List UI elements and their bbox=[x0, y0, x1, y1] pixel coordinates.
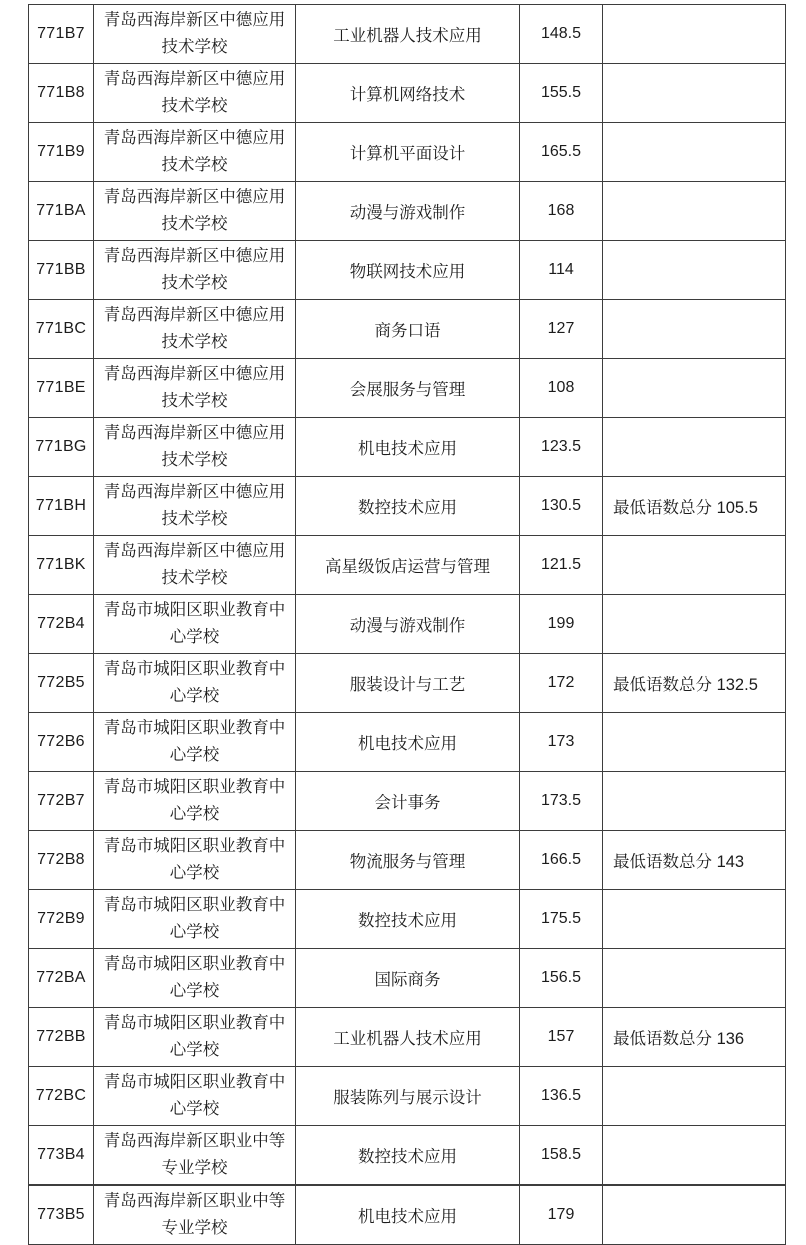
school-code-cell: 771BK bbox=[29, 536, 94, 595]
table-row bbox=[29, 595, 786, 654]
school-code-cell: 771B8 bbox=[29, 64, 94, 123]
score-cell: 130.5 bbox=[520, 477, 603, 536]
remark-cell: 最低语数总分 136 bbox=[603, 1008, 786, 1067]
score-cell: 121.5 bbox=[520, 536, 603, 595]
remark-cell bbox=[603, 418, 786, 477]
major-name-cell: 国际商务 bbox=[296, 949, 520, 1008]
major-name-cell: 数控技术应用 bbox=[296, 890, 520, 949]
school-name-cell: 青岛西海岸新区中德应用技术学校 bbox=[94, 477, 296, 536]
major-name-cell: 计算机平面设计 bbox=[296, 123, 520, 182]
table-row bbox=[29, 5, 786, 64]
school-code-cell: 772B4 bbox=[29, 595, 94, 654]
school-name-cell: 青岛西海岸新区中德应用技术学校 bbox=[94, 241, 296, 300]
remark-cell bbox=[603, 359, 786, 418]
school-name-cell: 青岛西海岸新区中德应用技术学校 bbox=[94, 536, 296, 595]
table-row bbox=[29, 831, 786, 890]
remark-cell bbox=[603, 536, 786, 595]
major-name-cell: 服装陈列与展示设计 bbox=[296, 1067, 520, 1126]
school-code-cell: 772BB bbox=[29, 1008, 94, 1067]
table-row bbox=[29, 713, 786, 772]
major-name-cell: 机电技术应用 bbox=[296, 713, 520, 772]
score-cell: 155.5 bbox=[520, 64, 603, 123]
major-name-cell: 物联网技术应用 bbox=[296, 241, 520, 300]
school-name-cell: 青岛市城阳区职业教育中心学校 bbox=[94, 831, 296, 890]
major-name-cell: 会计事务 bbox=[296, 772, 520, 831]
table-row bbox=[29, 1126, 786, 1186]
table-row bbox=[29, 772, 786, 831]
school-name-cell: 青岛市城阳区职业教育中心学校 bbox=[94, 595, 296, 654]
table-row bbox=[29, 1067, 786, 1126]
table-row bbox=[29, 300, 786, 359]
admission-score-table bbox=[28, 4, 786, 1245]
school-code-cell: 771B7 bbox=[29, 5, 94, 64]
score-cell: 173.5 bbox=[520, 772, 603, 831]
remark-cell: 最低语数总分 143 bbox=[603, 831, 786, 890]
school-code-cell: 771BC bbox=[29, 300, 94, 359]
school-code-cell: 771BH bbox=[29, 477, 94, 536]
remark-cell bbox=[603, 1126, 786, 1186]
score-cell: 114 bbox=[520, 241, 603, 300]
school-code-cell: 771BA bbox=[29, 182, 94, 241]
score-cell: 166.5 bbox=[520, 831, 603, 890]
major-name-cell: 数控技术应用 bbox=[296, 477, 520, 536]
school-code-cell: 772B7 bbox=[29, 772, 94, 831]
remark-cell bbox=[603, 949, 786, 1008]
school-name-cell: 青岛西海岸新区中德应用技术学校 bbox=[94, 182, 296, 241]
score-cell: 173 bbox=[520, 713, 603, 772]
table-row bbox=[29, 1185, 786, 1245]
school-code-cell: 771BG bbox=[29, 418, 94, 477]
school-name-cell: 青岛西海岸新区中德应用技术学校 bbox=[94, 418, 296, 477]
school-code-cell: 772BA bbox=[29, 949, 94, 1008]
school-name-cell: 青岛市城阳区职业教育中心学校 bbox=[94, 949, 296, 1008]
school-name-cell: 青岛西海岸新区中德应用技术学校 bbox=[94, 64, 296, 123]
score-cell: 172 bbox=[520, 654, 603, 713]
major-name-cell: 机电技术应用 bbox=[296, 418, 520, 477]
score-cell: 165.5 bbox=[520, 123, 603, 182]
school-name-cell: 青岛市城阳区职业教育中心学校 bbox=[94, 1008, 296, 1067]
school-code-cell: 771B9 bbox=[29, 123, 94, 182]
score-cell: 158.5 bbox=[520, 1126, 603, 1186]
school-code-cell: 773B4 bbox=[29, 1126, 94, 1186]
table-row bbox=[29, 182, 786, 241]
score-cell: 157 bbox=[520, 1008, 603, 1067]
remark-cell bbox=[603, 1067, 786, 1126]
remark-cell bbox=[603, 241, 786, 300]
school-code-cell: 772B5 bbox=[29, 654, 94, 713]
remark-cell: 最低语数总分 132.5 bbox=[603, 654, 786, 713]
remark-cell bbox=[603, 890, 786, 949]
school-name-cell: 青岛西海岸新区中德应用技术学校 bbox=[94, 5, 296, 64]
major-name-cell: 服装设计与工艺 bbox=[296, 654, 520, 713]
remark-cell bbox=[603, 595, 786, 654]
school-name-cell: 青岛市城阳区职业教育中心学校 bbox=[94, 1067, 296, 1126]
table-row bbox=[29, 359, 786, 418]
score-cell: 123.5 bbox=[520, 418, 603, 477]
remark-cell: 最低语数总分 105.5 bbox=[603, 477, 786, 536]
score-cell: 108 bbox=[520, 359, 603, 418]
school-name-cell: 青岛西海岸新区中德应用技术学校 bbox=[94, 123, 296, 182]
remark-cell bbox=[603, 5, 786, 64]
remark-cell bbox=[603, 300, 786, 359]
table-row bbox=[29, 64, 786, 123]
major-name-cell: 动漫与游戏制作 bbox=[296, 595, 520, 654]
school-name-cell: 青岛西海岸新区中德应用技术学校 bbox=[94, 359, 296, 418]
major-name-cell: 数控技术应用 bbox=[296, 1126, 520, 1186]
major-name-cell: 会展服务与管理 bbox=[296, 359, 520, 418]
school-name-cell: 青岛西海岸新区职业中等专业学校 bbox=[94, 1185, 296, 1245]
school-name-cell: 青岛市城阳区职业教育中心学校 bbox=[94, 713, 296, 772]
score-cell: 127 bbox=[520, 300, 603, 359]
school-name-cell: 青岛西海岸新区中德应用技术学校 bbox=[94, 300, 296, 359]
major-name-cell: 机电技术应用 bbox=[296, 1185, 520, 1245]
remark-cell bbox=[603, 772, 786, 831]
table-body bbox=[29, 5, 786, 1245]
score-cell: 179 bbox=[520, 1185, 603, 1245]
school-name-cell: 青岛西海岸新区职业中等专业学校 bbox=[94, 1126, 296, 1186]
score-cell: 175.5 bbox=[520, 890, 603, 949]
table-row bbox=[29, 418, 786, 477]
school-code-cell: 771BE bbox=[29, 359, 94, 418]
table-row bbox=[29, 123, 786, 182]
table-row bbox=[29, 241, 786, 300]
table-row bbox=[29, 890, 786, 949]
major-name-cell: 高星级饭店运营与管理 bbox=[296, 536, 520, 595]
major-name-cell: 工业机器人技术应用 bbox=[296, 1008, 520, 1067]
score-cell: 156.5 bbox=[520, 949, 603, 1008]
school-code-cell: 773B5 bbox=[29, 1185, 94, 1245]
school-name-cell: 青岛市城阳区职业教育中心学校 bbox=[94, 772, 296, 831]
score-cell: 199 bbox=[520, 595, 603, 654]
school-code-cell: 772BC bbox=[29, 1067, 94, 1126]
score-cell: 136.5 bbox=[520, 1067, 603, 1126]
major-name-cell: 商务口语 bbox=[296, 300, 520, 359]
major-name-cell: 工业机器人技术应用 bbox=[296, 5, 520, 64]
remark-cell bbox=[603, 182, 786, 241]
school-code-cell: 772B9 bbox=[29, 890, 94, 949]
major-name-cell: 动漫与游戏制作 bbox=[296, 182, 520, 241]
score-cell: 148.5 bbox=[520, 5, 603, 64]
table-row bbox=[29, 477, 786, 536]
school-name-cell: 青岛市城阳区职业教育中心学校 bbox=[94, 890, 296, 949]
table-row bbox=[29, 654, 786, 713]
table-row bbox=[29, 949, 786, 1008]
major-name-cell: 计算机网络技术 bbox=[296, 64, 520, 123]
school-code-cell: 771BB bbox=[29, 241, 94, 300]
school-name-cell: 青岛市城阳区职业教育中心学校 bbox=[94, 654, 296, 713]
score-cell: 168 bbox=[520, 182, 603, 241]
school-code-cell: 772B6 bbox=[29, 713, 94, 772]
table-row bbox=[29, 536, 786, 595]
major-name-cell: 物流服务与管理 bbox=[296, 831, 520, 890]
school-code-cell: 772B8 bbox=[29, 831, 94, 890]
remark-cell bbox=[603, 1185, 786, 1245]
remark-cell bbox=[603, 64, 786, 123]
table-row bbox=[29, 1008, 786, 1067]
remark-cell bbox=[603, 713, 786, 772]
remark-cell bbox=[603, 123, 786, 182]
